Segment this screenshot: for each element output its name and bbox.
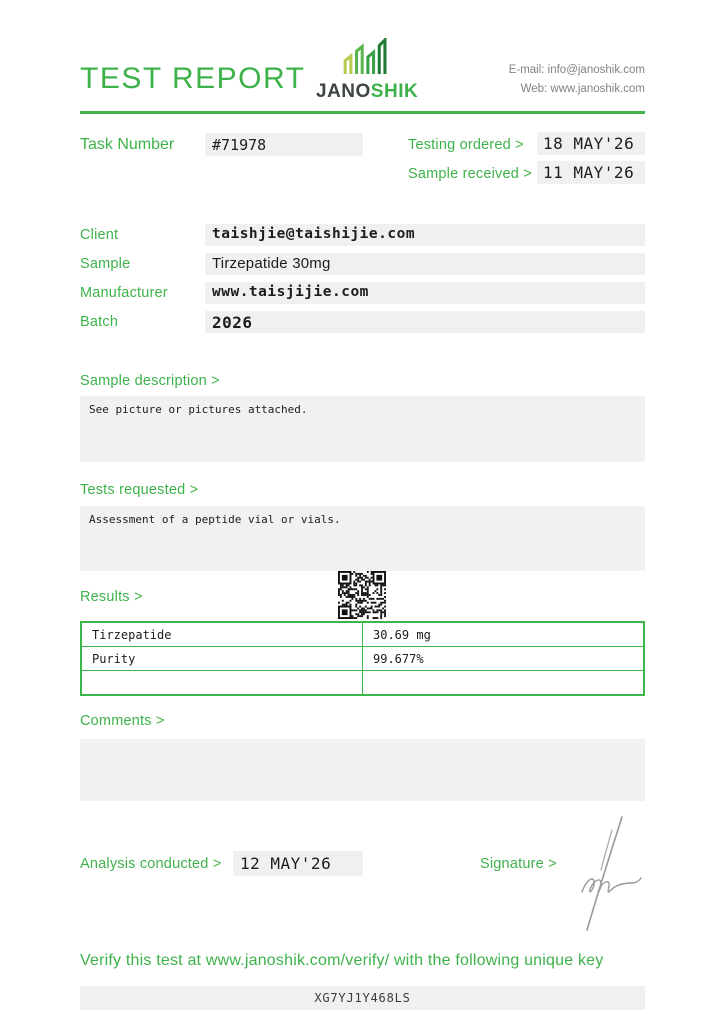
value-cell: 99.677% <box>363 647 645 671</box>
client-label: Client <box>80 227 119 243</box>
brand-name <box>316 81 419 103</box>
client-field <box>205 224 645 246</box>
tests-requested-text: Assessment of a peptide vial or vials. <box>89 513 341 526</box>
task-number-field <box>205 133 363 156</box>
page-title: TEST REPORT <box>80 62 306 95</box>
testing-ordered-value: 18 MAY'26 <box>543 134 635 153</box>
unique-key-box <box>80 986 645 1010</box>
tests-requested-label: Tests requested > <box>80 482 199 498</box>
sample-description-label: Sample description > <box>80 373 220 389</box>
table-row <box>81 622 644 647</box>
manufacturer-value: www.taisjijie.com <box>212 284 369 300</box>
value-cell <box>363 671 645 696</box>
manufacturer-field <box>205 282 645 304</box>
sample-received-value: 11 MAY'26 <box>543 163 635 182</box>
batch-field <box>205 311 645 333</box>
analysis-conducted-value: 12 MAY'26 <box>240 854 332 873</box>
email-line: E-mail: info@janoshik.com <box>508 64 645 76</box>
qr-code-icon <box>338 571 386 619</box>
comments-box <box>80 739 645 801</box>
sample-description-box <box>80 396 645 462</box>
testing-ordered-field <box>537 132 645 155</box>
sample-received-label: Sample received > <box>408 166 532 182</box>
analyte-cell: Purity <box>81 647 363 671</box>
task-number-label: Task Number <box>80 136 175 153</box>
analysis-conducted-label: Analysis conducted > <box>80 856 222 872</box>
value-cell: 30.69 mg <box>363 622 645 647</box>
sample-value: Tirzepatide 30mg <box>212 255 331 272</box>
verify-text: Verify this test at www.janoshik.com/verify/ with the following unique key <box>80 952 604 969</box>
task-number-value: #71978 <box>212 136 267 154</box>
contact-block <box>509 61 645 99</box>
logo-bar-chart-icon <box>335 38 397 74</box>
batch-value: 2026 <box>212 313 253 332</box>
sample-description-text: See picture or pictures attached. <box>89 403 308 416</box>
table-row <box>81 671 644 696</box>
results-table <box>80 621 645 696</box>
header-divider <box>80 111 645 114</box>
analyte-cell <box>81 671 363 696</box>
tests-requested-box <box>80 506 645 571</box>
table-row <box>81 647 644 671</box>
signature-label: Signature > <box>480 856 557 872</box>
analysis-conducted-field <box>233 851 363 876</box>
web-line: Web: www.janoshik.com <box>520 82 645 95</box>
client-value: taishjie@taishijie.com <box>212 226 416 242</box>
analyte-cell: Tirzepatide <box>81 622 363 647</box>
sample-label: Sample <box>80 256 131 272</box>
brand-name-dark: JANO <box>316 81 371 102</box>
unique-key-value: XG7YJ1Y468LS <box>314 991 411 1005</box>
sample-field <box>205 253 645 275</box>
manufacturer-label: Manufacturer <box>80 285 168 301</box>
sample-received-field <box>537 161 645 184</box>
results-label: Results > <box>80 589 143 605</box>
brand-name-green: SHIK <box>370 81 419 102</box>
comments-label: Comments > <box>80 713 165 729</box>
signature-image <box>562 814 658 932</box>
testing-ordered-label: Testing ordered > <box>408 137 524 153</box>
comments-text <box>80 739 645 746</box>
brand-logo <box>316 38 419 103</box>
batch-label: Batch <box>80 314 119 330</box>
